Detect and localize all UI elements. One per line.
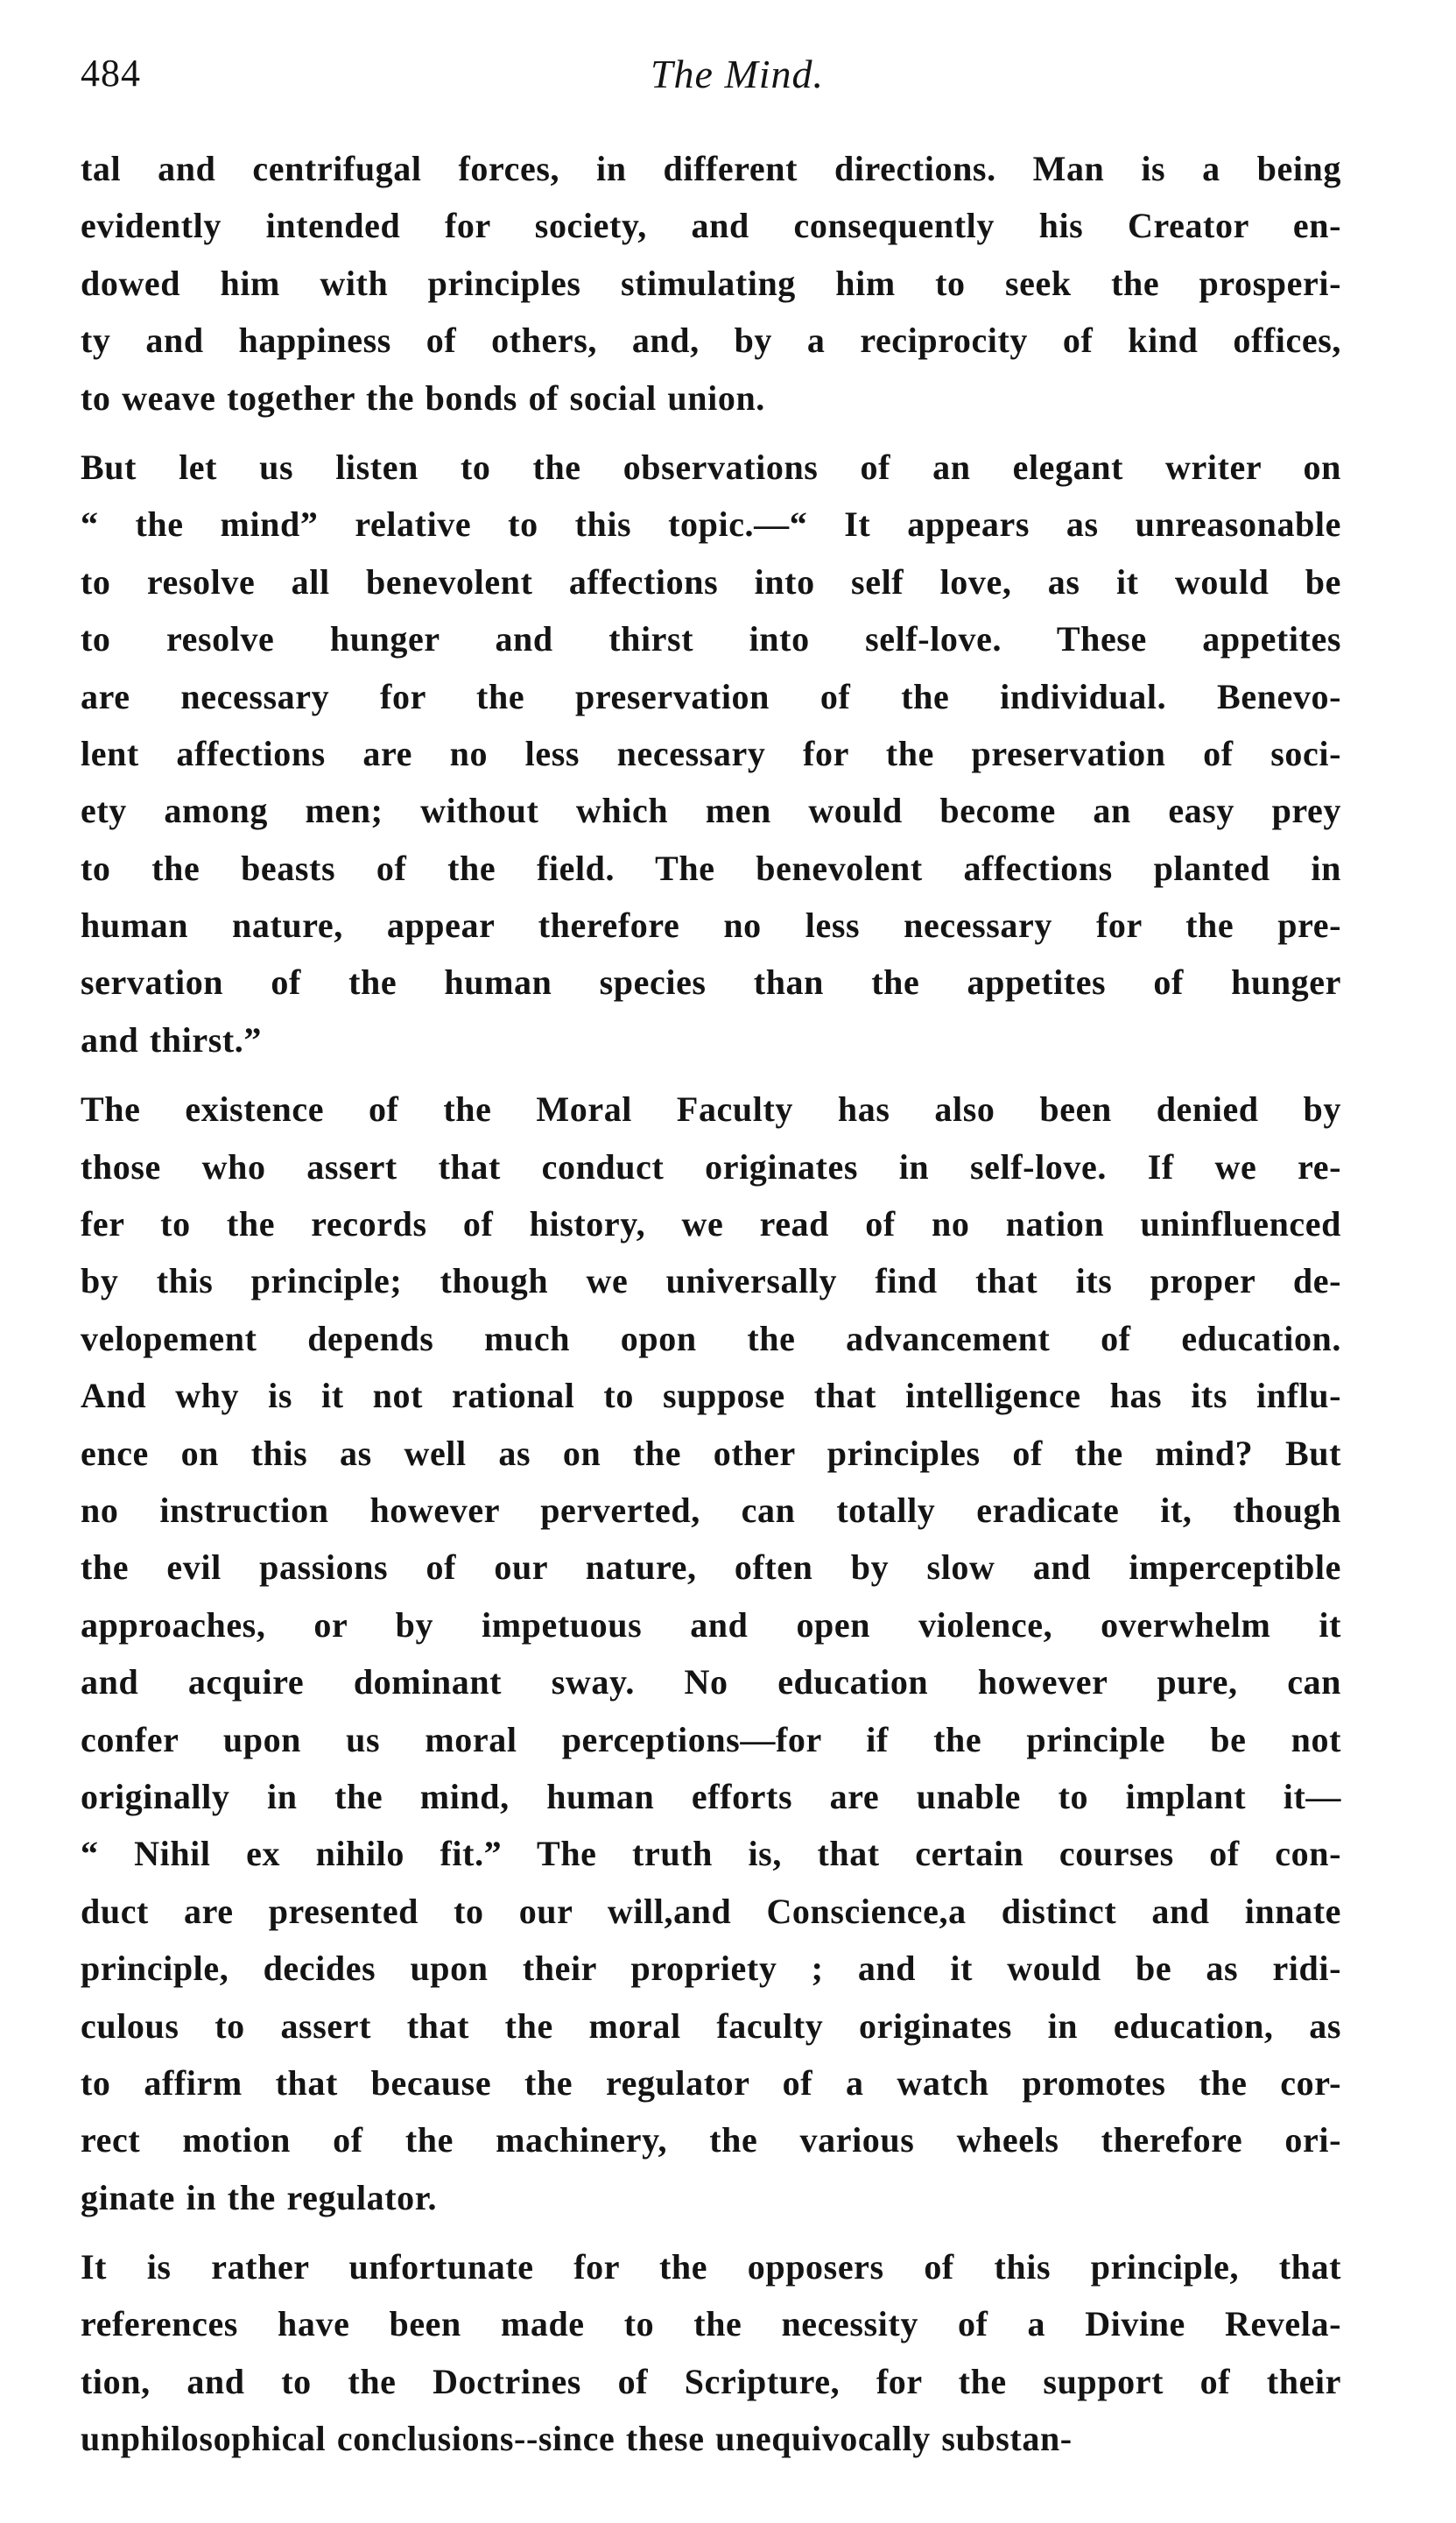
page-number: 484 [81, 52, 141, 95]
text-line: unphilosophical conclusions--since these unequivocally substan- [81, 2419, 1073, 2459]
paragraph [81, 439, 1341, 1068]
paragraph [81, 140, 1341, 426]
text-line: those who assert that conduct originates in self-love. If we re- [81, 1146, 1341, 1187]
text-line: ty and happiness of others, and, by a reciprocity of kind offices, [81, 321, 1341, 361]
text-line: to resolve all benevolent affections into self love, as it would be [81, 561, 1341, 602]
text-line: references have been made to the necessity of a Divine Revela- [81, 2304, 1341, 2344]
text-line: ginate in the regulator. [81, 2177, 438, 2217]
text-line: to affirm that because the regulator of a watch promotes the cor- [81, 2062, 1341, 2103]
paragraph [81, 1081, 1341, 2226]
text-line: “ Nihil ex nihilo fit.” The truth is, that certain courses of con- [81, 1834, 1341, 1874]
text-line: lent affections are no less necessary for the preservation of soci- [81, 733, 1341, 773]
text-line: evidently intended for society, and consequently his Creator en- [81, 206, 1341, 246]
text-line: culous to assert that the moral faculty originates in education, as [81, 2005, 1341, 2046]
text-line: by this principle; though we universally find that its proper de- [81, 1261, 1341, 1301]
text-line: and acquire dominant sway. No education however pure, can [81, 1662, 1341, 1702]
text-line: to the beasts of the field. The benevolent affections planted in [81, 848, 1341, 888]
text-line: fer to the records of history, we read of no nation uninfluenced [81, 1204, 1341, 1244]
text-line: principle, decides upon their propriety ; and it would be as ridi- [81, 1949, 1341, 1989]
text-line: ence on this as well as on the other principles of the mind? But [81, 1433, 1341, 1473]
text-line: tal and centrifugal forces, in different directions. Man is a being [81, 149, 1341, 188]
paragraph [81, 2238, 1341, 2468]
text-line: confer upon us moral perceptions—for if the principle be not [81, 1719, 1341, 1759]
text-line: approaches, or by impetuous and open violence, overwhelm it [81, 1604, 1341, 1645]
text-line: dowed him with principles stimulating him to seek the prosperi- [81, 263, 1341, 303]
body-text [81, 140, 1341, 2468]
text-line: servation of the human species than the appetites of hunger [81, 962, 1341, 1003]
text-line: no instruction however perverted, can totally eradicate it, though [81, 1490, 1341, 1530]
text-line: to weave together the bonds of social union. [81, 377, 765, 418]
text-line: And why is it not rational to suppose that intelligence has its influ- [81, 1376, 1341, 1416]
text-line: originally in the mind, human efforts are unable to implant it— [81, 1776, 1341, 1816]
text-line: tion, and to the Doctrines of Scripture, for the support of their [81, 2361, 1341, 2401]
text-line: “ the mind” relative to this topic.—“ It appears as unreasonable [81, 504, 1341, 545]
text-line: are necessary for the preservation of the individual. Benevo- [81, 676, 1341, 716]
text-line: But let us listen to the observations of an elegant writer on [81, 447, 1341, 487]
text-line: ety among men; without which men would become an easy prey [81, 791, 1341, 831]
text-line: to resolve hunger and thirst into self-love. These appetites [81, 619, 1341, 659]
paragraph-gap [81, 2226, 1341, 2238]
text-line: The existence of the Moral Faculty has also been denied by [81, 1089, 1341, 1130]
text-line: human nature, appear therefore no less necessary for the pre- [81, 906, 1341, 946]
paragraph-gap [81, 1068, 1341, 1081]
text-line: It is rather unfortunate for the opposers of this principle, that [81, 2247, 1341, 2287]
running-head [81, 51, 1341, 112]
paragraph-gap [81, 426, 1341, 439]
text-line: duct are presented to our will,and Conscience,a distinct and innate [81, 1891, 1341, 1931]
text-line: rect motion of the machinery, the various wheels therefore ori- [81, 2120, 1341, 2160]
running-title: The Mind. [650, 52, 825, 96]
text-line: velopement depends much opon the advancement of education. [81, 1318, 1341, 1358]
text-line: and thirst.” [81, 1019, 263, 1060]
text-line: the evil passions of our nature, often by slow and imperceptible [81, 1547, 1341, 1588]
